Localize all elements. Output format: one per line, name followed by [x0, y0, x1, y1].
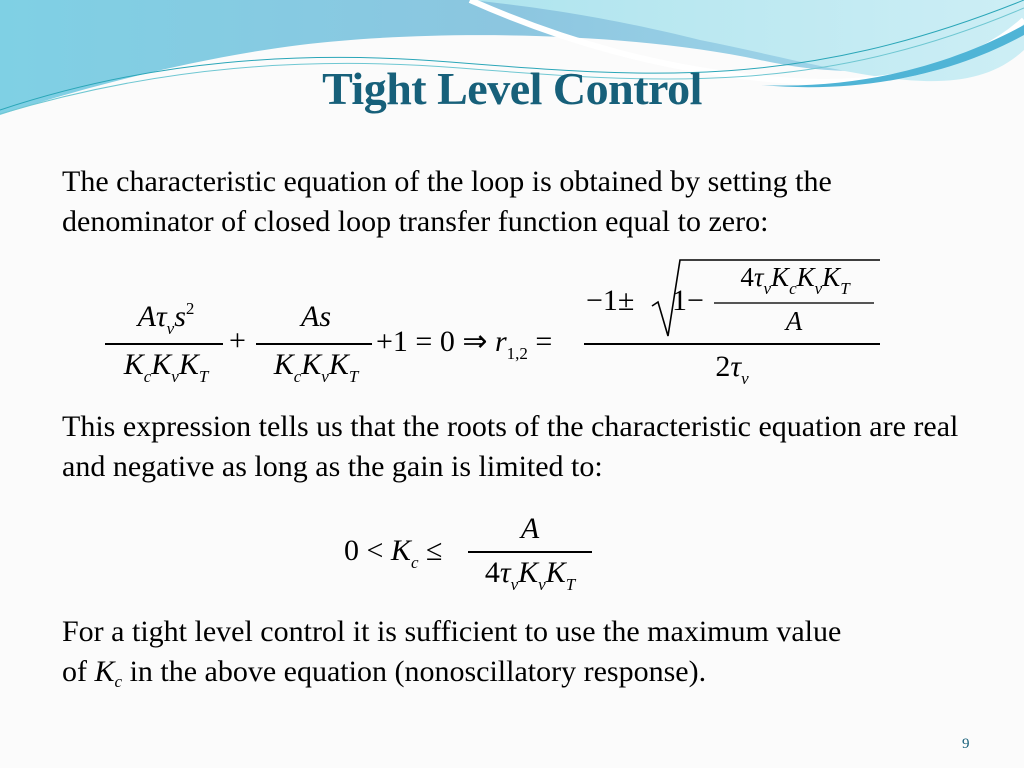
sqrt-sign: [650, 256, 882, 340]
fraction-bar: [468, 551, 592, 553]
one-minus: 1−: [672, 284, 704, 317]
fraction-bar: [584, 343, 880, 345]
gain-limit-denominator: $4\tau_vK_vK_T$: [484, 556, 576, 594]
gain-limit-numerator: A: [520, 512, 540, 545]
plus-one-equals-zero: +1 = 0 ⇒ $r_{1,2}$ =: [376, 325, 553, 363]
minus-one-plus-minus: −1±: [586, 284, 635, 317]
fraction-bar: [256, 343, 372, 345]
fraction-1-denominator: $K_cK_vK_T$: [123, 348, 209, 386]
paragraph-conclusion: For a tight level control it is sufficient to use the maximum value of $K_c$ in the above equation (nonoscillatory response).: [62, 615, 842, 691]
fraction-bar: [105, 343, 223, 345]
roots-denominator: $2\tau_v$: [715, 350, 749, 388]
paragraph-intro: The characteristic equation of the loop is obtained by setting the denominator of closed loop transfer function equal to zero:: [62, 165, 832, 238]
paragraph-roots: This expression tells us that the roots of the characteristic equation are real and negative as long as the gain is limited to:: [62, 410, 959, 483]
inner-fraction-denominator: A: [785, 306, 803, 336]
fraction-bar: [714, 302, 874, 304]
slide-title: Tight Level Control: [322, 63, 702, 114]
page-number: 9: [962, 736, 970, 752]
plus-operator: +: [229, 324, 246, 357]
gain-limit-lhs: $0 < K_c$ ≤: [344, 534, 443, 572]
fraction-2-numerator: As: [301, 300, 331, 333]
inner-fraction-numerator: $4\tau_vK_cK_vK_T$: [740, 262, 850, 298]
fraction-1-numerator: $A\tau_vs^2$: [137, 299, 195, 338]
fraction-2-denominator: $K_cK_vK_T$: [273, 348, 359, 386]
